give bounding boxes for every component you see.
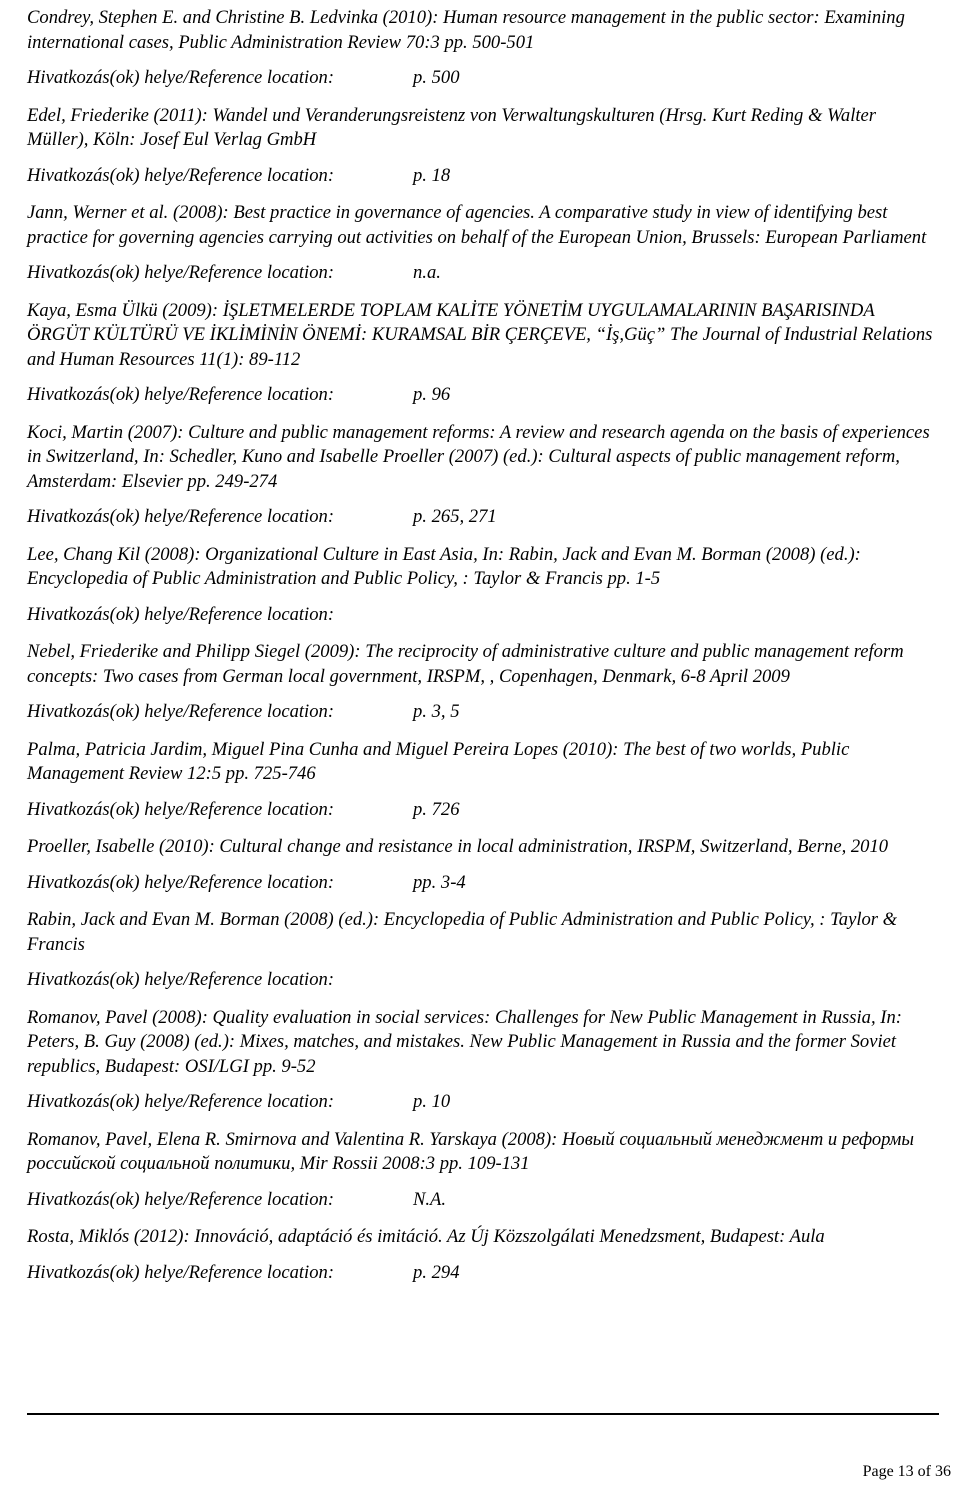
citation-text: Nebel, Friederike and Philipp Siegel (2009): The reciprocity of administrative culture and public management reform concepts: Two cases from German local government, IRSPM, , Copenhagen, Denmark, 6-8 April 2009 [27,641,904,687]
reference-location [27,871,939,896]
reference-location-value: pp. 3-4 [413,871,466,893]
reference-entry [27,543,939,628]
reference-location-label: Hivatkozás(ok) helye/Reference location: [27,871,335,893]
page-number: Page 13 of 36 [862,1463,951,1480]
reference-location-label: Hivatkozás(ok) helye/Reference location: [27,506,335,527]
reference-location [27,1188,939,1213]
reference-entry [27,738,939,823]
reference-location-value: p. 3, 5 [413,701,460,722]
reference-location [27,798,939,823]
reference-entry [27,1225,939,1285]
reference-list [27,6,939,1298]
reference-entry [27,104,939,189]
citation-text: Condrey, Stephen E. and Christine B. Ledvinka (2010): Human resource management in the public sector: Examining international cases, Public Administration Review 70:3 pp. 500-501 [27,7,905,53]
reference-location [27,603,939,628]
reference-location-label: Hivatkozás(ok) helye/Reference location: [27,798,335,820]
reference-entry [27,299,939,408]
reference-location [27,1090,939,1115]
reference-location [27,261,939,286]
reference-location-label: Hivatkozás(ok) helye/Reference location: [27,603,335,625]
reference-entry [27,908,939,993]
reference-location-value: N.A. [413,1188,447,1210]
citation-text: Palma, Patricia Jardim, Miguel Pina Cunha and Miguel Pereira Lopes (2010): The best of two worlds, Public Management Review 12:5 pp. 725-746 [27,738,850,784]
reference-entry [27,421,939,530]
reference-location [27,505,939,530]
citation-text: Kaya, Esma Ülkü (2009): İŞLETMELERDE TOPLAM KALİTE YÖNETİM UYGULAMALARININ BAŞARISINDA ÖRGÜT KÜLTÜRÜ VE İKLİMİNİN ÖNEMİ: KURAMSAL BİR ÇERÇEVE, “İş,Güç” The Journal of Industrial Relations and Human Resources 11(1): 89-112 [27,299,933,370]
reference-location-label: Hivatkozás(ok) helye/Reference location: [27,262,335,283]
reference-location [27,968,939,993]
citation-text: Rabin, Jack and Evan M. Borman (2008) (ed.): Encyclopedia of Public Administration and Public Policy, : Taylor & Francis [27,909,898,955]
reference-location-label: Hivatkozás(ok) helye/Reference location: [27,384,335,405]
reference-location-value: p. 96 [413,384,451,405]
reference-entry [27,640,939,725]
citation-text: Romanov, Pavel, Elena R. Smirnova and Valentina R. Yarskaya (2008): Новый социальный менеджмент и реформы российской социальной политики, Mir Rossii 2008:3 pp. 109-131 [27,1128,915,1174]
reference-location [27,1261,939,1286]
reference-location-value: p. 726 [413,798,460,820]
reference-location-label: Hivatkozás(ok) helye/Reference location: [27,1091,335,1112]
reference-location-label: Hivatkozás(ok) helye/Reference location: [27,1261,335,1283]
reference-location-value: p. 18 [413,164,451,186]
reference-entry [27,835,939,895]
reference-location-value: n.a. [413,262,441,283]
citation-text: Koci, Martin (2007): Culture and public management reforms: A review and research agenda on the basis of experiences in Switzerland, In: Schedler, Kuno and Isabelle Proeller (2007) (ed.): Cultural aspects of public management reform, Amsterdam: Elsevier pp. 249-274 [27,421,930,492]
reference-entry [27,201,939,286]
reference-location-value: p. 265, 271 [413,506,497,527]
citation-text: Jann, Werner et al. (2008): Best practice in governance of agencies. A comparative study in view of identifying best practice for governing agencies carrying out activities on behalf of the European Union, Brussels: European Parliament [27,202,927,248]
reference-entry [27,1006,939,1115]
reference-entry [27,1128,939,1213]
reference-location-value: p. 294 [413,1261,460,1283]
reference-location-label: Hivatkozás(ok) helye/Reference location: [27,1188,335,1210]
reference-entry [27,6,939,91]
citation-text: Rosta, Miklós (2012): Innováció, adaptáció és imitáció. Az Új Közszolgálati Menedzsment, Budapest: Aula [27,1226,825,1247]
footer-divider [27,1413,939,1415]
reference-location-label: Hivatkozás(ok) helye/Reference location: [27,701,335,722]
citation-text: Edel, Friederike (2011): Wandel und Veranderungsreistenz von Verwaltungskulturen (Hrsg. Kurt Reding & Walter Müller), Köln: Josef Eul Verlag GmbH [27,104,877,150]
reference-location-value: p. 500 [413,67,460,88]
reference-location-value: p. 10 [413,1091,451,1112]
reference-location [27,164,939,189]
reference-location [27,700,939,725]
reference-location [27,66,939,91]
reference-location-label: Hivatkozás(ok) helye/Reference location: [27,969,335,990]
citation-text: Proeller, Isabelle (2010): Cultural change and resistance in local administration, IRSPM, Switzerland, Berne, 2010 [27,836,889,857]
citation-text: Romanov, Pavel (2008): Quality evaluation in social services: Challenges for New Public Management in Russia, In: Peters, B. Guy (2008) (ed.): Mixes, matches, and mistakes. New Public Management in Russia and the former Soviet republics, Budapest: OSI/LGI pp. 9-52 [27,1006,902,1077]
reference-location [27,383,939,408]
reference-location-label: Hivatkozás(ok) helye/Reference location: [27,164,335,186]
reference-location-label: Hivatkozás(ok) helye/Reference location: [27,67,335,88]
citation-text: Lee, Chang Kil (2008): Organizational Culture in East Asia, In: Rabin, Jack and Evan M. Borman (2008) (ed.): Encyclopedia of Public Administration and Public Policy, : Taylor & Francis pp. 1-5 [27,543,861,589]
